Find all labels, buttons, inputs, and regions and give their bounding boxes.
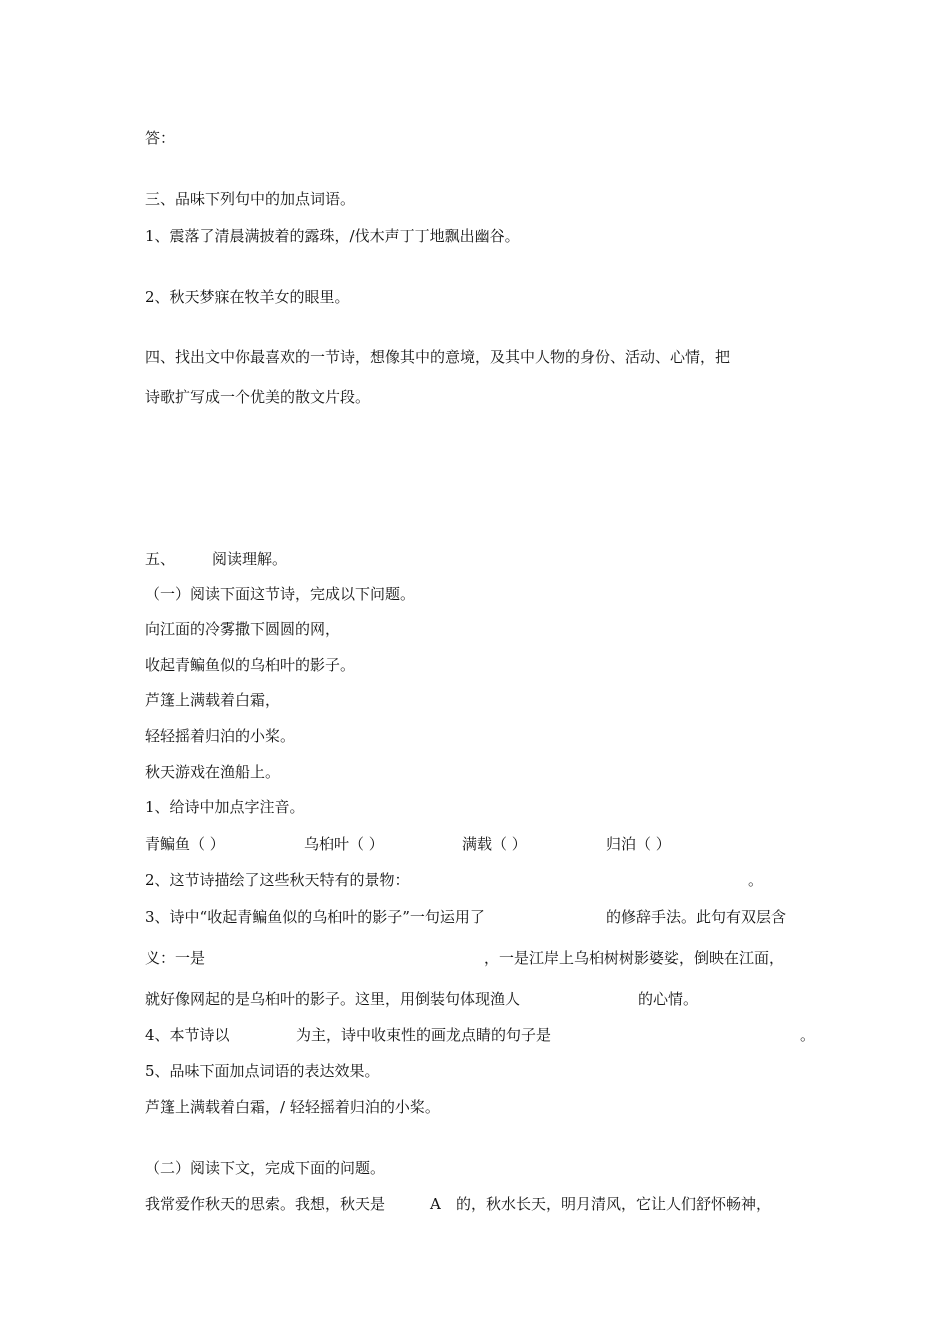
section-3-title: 三、品味下列句中的加点词语。 [145, 190, 356, 208]
answer-label: 答： [145, 129, 176, 147]
section-4-line-1: 四、找出文中你最喜欢的一节诗，想像其中的意境，及其中人物的身份、活动、心情，把 [145, 348, 731, 366]
passage-2-intro: （二）阅读下文，完成下面的问题。 [145, 1159, 386, 1177]
question-1-item-a: 青鳊鱼（ ） [145, 835, 225, 853]
passage-1-intro: （一）阅读下面这节诗，完成以下问题。 [145, 585, 416, 603]
question-3-line-3a: 就好像网起的是乌桕叶的影子。这里，用倒装句体现渔人 [145, 990, 521, 1008]
question-4-end: 。 [800, 1026, 816, 1044]
passage-2-line-1a: 我常爱作秋天的思索。我想，秋天是 [145, 1195, 386, 1213]
question-5: 5、品味下面加点词语的表达效果。 [145, 1062, 380, 1080]
poem-line-5: 秋天游戏在渔船上。 [145, 763, 281, 781]
question-4-a: 4、本节诗以 [145, 1026, 230, 1044]
question-3-line-1a: 3、诗中“收起青鳊鱼似的乌桕叶的影子”一句运用了 [145, 908, 485, 926]
question-1-item-d: 归泊（ ） [606, 835, 671, 853]
question-2: 2、这节诗描绘了这些秋天特有的景物： [145, 871, 410, 889]
question-5-quote: 芦篷上满载着白霜，/ 轻轻摇着归泊的小桨。 [145, 1098, 440, 1116]
poem-line-3: 芦篷上满载着白霜， [145, 691, 281, 709]
question-1: 1、给诗中加点字注音。 [145, 798, 305, 816]
poem-line-1: 向江面的冷雾撒下圆圆的网， [145, 620, 341, 638]
question-1-item-b: 乌桕叶（ ） [304, 835, 384, 853]
question-3-line-2b: ，一是江岸上乌桕树树影婆娑，倒映在江面， [484, 949, 785, 967]
question-1-item-c: 满载（ ） [462, 835, 527, 853]
section-5-title: 阅读理解。 [212, 550, 288, 568]
section-3-question-1: 1、震落了清晨满披着的露珠，/伐木声丁丁地飘出幽谷。 [145, 227, 520, 245]
passage-2-blank-a: A [430, 1195, 441, 1213]
poem-line-2: 收起青鳊鱼似的乌桕叶的影子。 [145, 656, 356, 674]
section-5-number: 五、 [145, 550, 176, 568]
poem-line-4: 轻轻摇着归泊的小桨。 [145, 727, 296, 745]
section-4-line-2: 诗歌扩写成一个优美的散文片段。 [145, 388, 371, 406]
question-2-end: 。 [748, 871, 764, 889]
question-3-line-3b: 的心情。 [638, 990, 699, 1008]
question-4-b: 为主，诗中收束性的画龙点睛的句子是 [296, 1026, 552, 1044]
question-3-line-2a: 义：一是 [145, 949, 206, 967]
passage-2-line-1b: 的，秋水长天，明月清风，它让人们舒怀畅神， [456, 1195, 772, 1213]
section-3-question-2: 2、秋天梦寐在牧羊女的眼里。 [145, 288, 350, 306]
question-3-line-1b: 的修辞手法。此句有双层含 [606, 908, 787, 926]
